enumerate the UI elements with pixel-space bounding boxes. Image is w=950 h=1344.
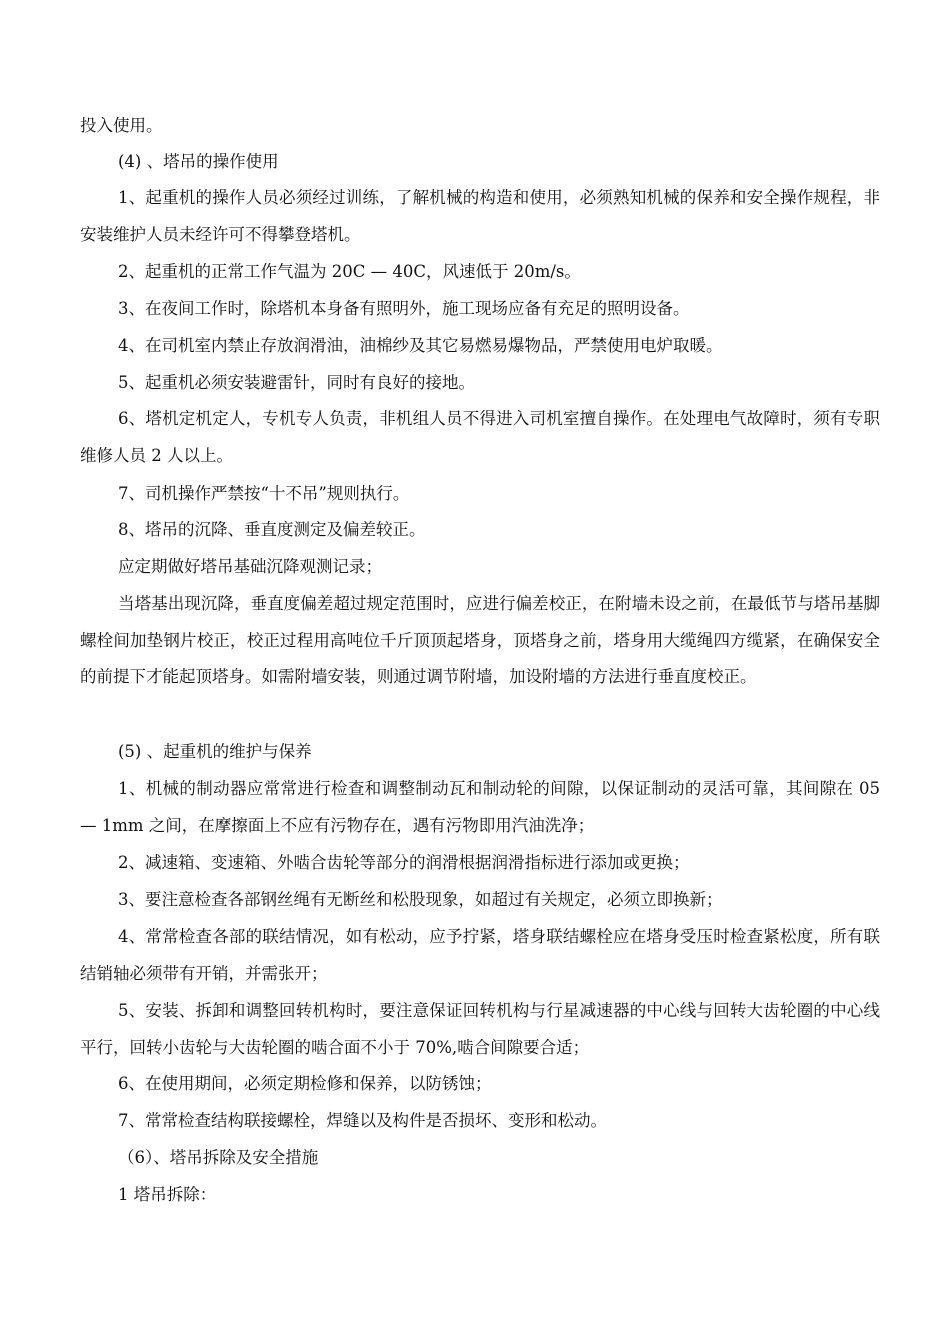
list-item: 2、减速箱、变速箱、外啮合齿轮等部分的润滑根据润滑指标进行添加或更换；	[118, 853, 690, 872]
list-item: 7、司机操作严禁按“十不吊”规则执行。	[118, 484, 410, 503]
section-heading-6: （6）、塔吊拆除及安全措施	[118, 1148, 319, 1167]
list-item: 6、在使用期间，必须定期检修和保养，以防锈蚀；	[118, 1074, 492, 1093]
list-item: 3、要注意检查各部钢丝绳有无断丝和松股现象，如超过有关规定，必须立即换新；	[118, 890, 723, 909]
sub-heading: 1 塔吊拆除：	[118, 1185, 217, 1204]
list-item: 1、机械的制动器应常常进行检查和调整制动瓦和制动轮的间隙，以保证制动的灵活可靠，其间隙在 05 — 1mm 之间，在摩擦面上不应有污物存在，遇有污物即用汽油洗净；	[80, 779, 880, 835]
list-item: 7、常常检查结构联接螺栓，焊缝以及构件是否损坏、变形和松动。	[118, 1111, 607, 1130]
section-heading-4: (4) 、塔吊的操作使用	[118, 152, 279, 171]
paragraph: 当塔基出现沉降，垂直度偏差超过规定范围时，应进行偏差校正，在附墙未设之前，在最低节与塔吊基脚螺栓间加垫钢片校正，校正过程用高吨位千斤顶顶起塔身，顶塔身之前，塔身用大缆绳四方缆紧，在确保安全的前提下才能起顶塔身。如需附墙安装，则通过调节附墙，加设附墙的方法进行垂直度校正。	[80, 594, 880, 686]
list-item: 5、安装、拆卸和调整回转机构时，要注意保证回转机构与行星减速器的中心线与回转大齿轮圈的中心线平行，回转小齿轮与大齿轮圈的啮合面不小于 70%,啮合间隙要合适；	[80, 1001, 880, 1057]
list-item: 4、常常检查各部的联结情况，如有松动，应予拧紧，塔身联结螺栓应在塔身受压时检查紧松度，所有联结销轴必须带有开销，并需张开；	[80, 927, 880, 983]
list-item: 3、在夜间工作时，除塔机本身备有照明外，施工现场应备有充足的照明设备。	[118, 299, 690, 318]
paragraph: 应定期做好塔吊基础沉降观测记录；	[118, 557, 382, 576]
list-item: 5、起重机必须安装避雷针，同时有良好的接地。	[118, 373, 475, 392]
list-item: 8、塔吊的沉降、垂直度测定及偏差较正。	[118, 520, 426, 539]
list-item: 2、起重机的正常工作气温为 20C — 40C，风速低于 20m/s。	[118, 262, 581, 281]
list-item: 4、在司机室内禁止存放润滑油，油棉纱及其它易燃易爆物品，严禁使用电炉取暖。	[118, 336, 723, 355]
list-item: 1、起重机的操作人员必须经过训练，了解机械的构造和使用，必须熟知机械的保养和安全操作规程，非安装维护人员未经许可不得攀登塔机。	[80, 188, 880, 244]
section-heading-5: (5) 、起重机的维护与保养	[118, 742, 312, 761]
list-item: 6、塔机定机定人，专机专人负责，非机组人员不得进入司机室擅自操作。在处理电气故障时，须有专职维修人员 2 人以上。	[80, 409, 880, 465]
paragraph-continuation: 投入使用。	[80, 116, 163, 135]
